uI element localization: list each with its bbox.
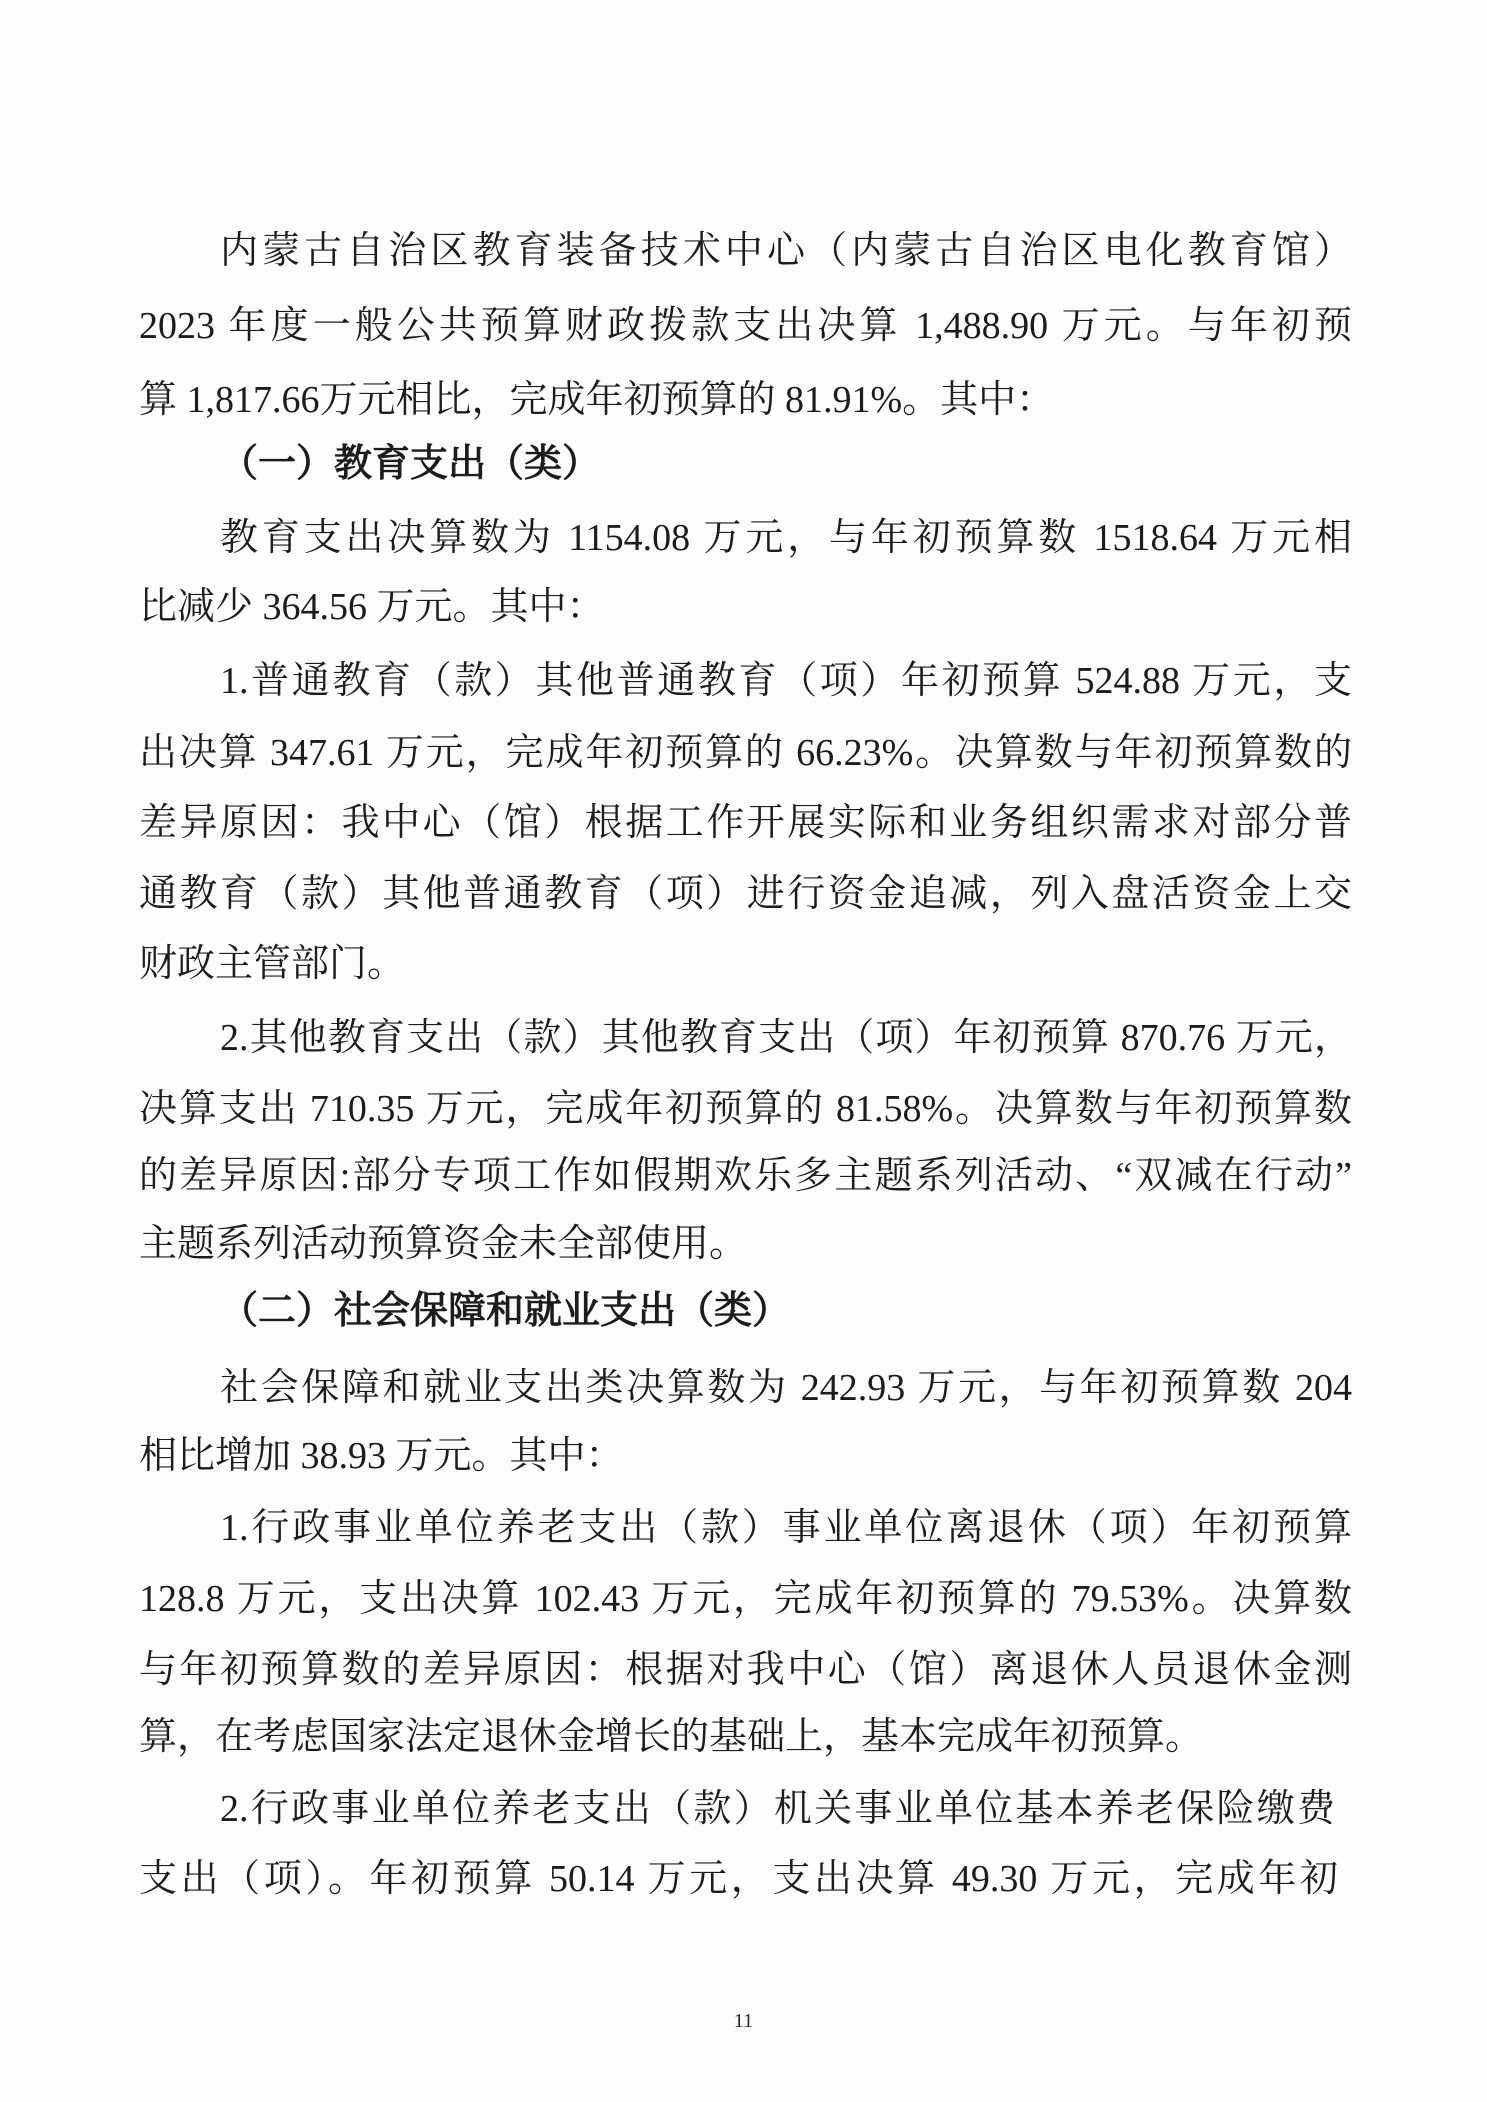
paragraph-line: 差异原因：我中心（馆）根据工作开展实际和业务组织需求对部分普 — [139, 802, 1352, 844]
paragraph-line: 与年初预算数的差异原因：根据对我中心（馆）离退休人员退休金测 — [139, 1649, 1352, 1691]
page-number: 11 — [733, 2010, 754, 2032]
paragraph-line: 2.行政事业单位养老支出（款）机关事业单位基本养老保险缴费 — [220, 1788, 1335, 1830]
paragraph-line: 算，在考虑国家法定退休金增长的基础上，基本完成年初预算。 — [139, 1716, 1204, 1758]
paragraph-line: 2.其他教育支出（款）其他教育支出（项）年初预算 870.76 万元， — [220, 1017, 1352, 1059]
paragraph-line: 2023 年度一般公共预算财政拨款支出决算 1,488.90 万元。与年初预 — [139, 305, 1352, 347]
paragraph-line: 通教育（款）其他普通教育（项）进行资金追减，列入盘活资金上交 — [139, 873, 1352, 915]
paragraph-line: 算 1,817.66万元相比，完成年初预算的 81.91%。其中： — [139, 379, 1055, 421]
paragraph-line: 1.普通教育（款）其他普通教育（项）年初预算 524.88 万元，支 — [220, 660, 1352, 702]
paragraph-line: 1.行政事业单位养老支出（款）事业单位离退休（项）年初预算 — [220, 1507, 1352, 1549]
paragraph-line: 相比增加 38.93 万元。其中： — [139, 1435, 624, 1477]
paragraph-line: 支出（项）。年初预算 50.14 万元，支出决算 49.30 万元，完成年初 — [139, 1858, 1338, 1900]
paragraph-line: 128.8 万元，支出决算 102.43 万元，完成年初预算的 79.53%。决算数 — [139, 1578, 1352, 1620]
paragraph-line: 教育支出决算数为 1154.08 万元，与年初预算数 1518.64 万元相 — [220, 517, 1352, 559]
paragraph-line: 的差异原因:部分专项工作如假期欢乐多主题系列活动、“双减在行动” — [139, 1155, 1352, 1197]
paragraph-line: 财政主管部门。 — [139, 943, 406, 985]
paragraph-line: 主题系列活动预算资金未全部使用。 — [139, 1223, 748, 1265]
section-heading: （二）社会保障和就业支出（类） — [220, 1290, 791, 1332]
paragraph-line: 比减少 364.56 万元。其中： — [139, 586, 605, 628]
paragraph-line: 决算支出 710.35 万元，完成年初预算的 81.58%。决算数与年初预算数 — [139, 1088, 1352, 1130]
section-heading: （一）教育支出（类） — [220, 443, 601, 485]
paragraph-line: 社会保障和就业支出类决算数为 242.93 万元，与年初预算数 204 — [220, 1367, 1352, 1409]
paragraph-line: 出决算 347.61 万元，完成年初预算的 66.23%。决算数与年初预算数的 — [139, 732, 1352, 774]
paragraph-line: 内蒙古自治区教育装备技术中心（内蒙古自治区电化教育馆） — [220, 230, 1352, 272]
